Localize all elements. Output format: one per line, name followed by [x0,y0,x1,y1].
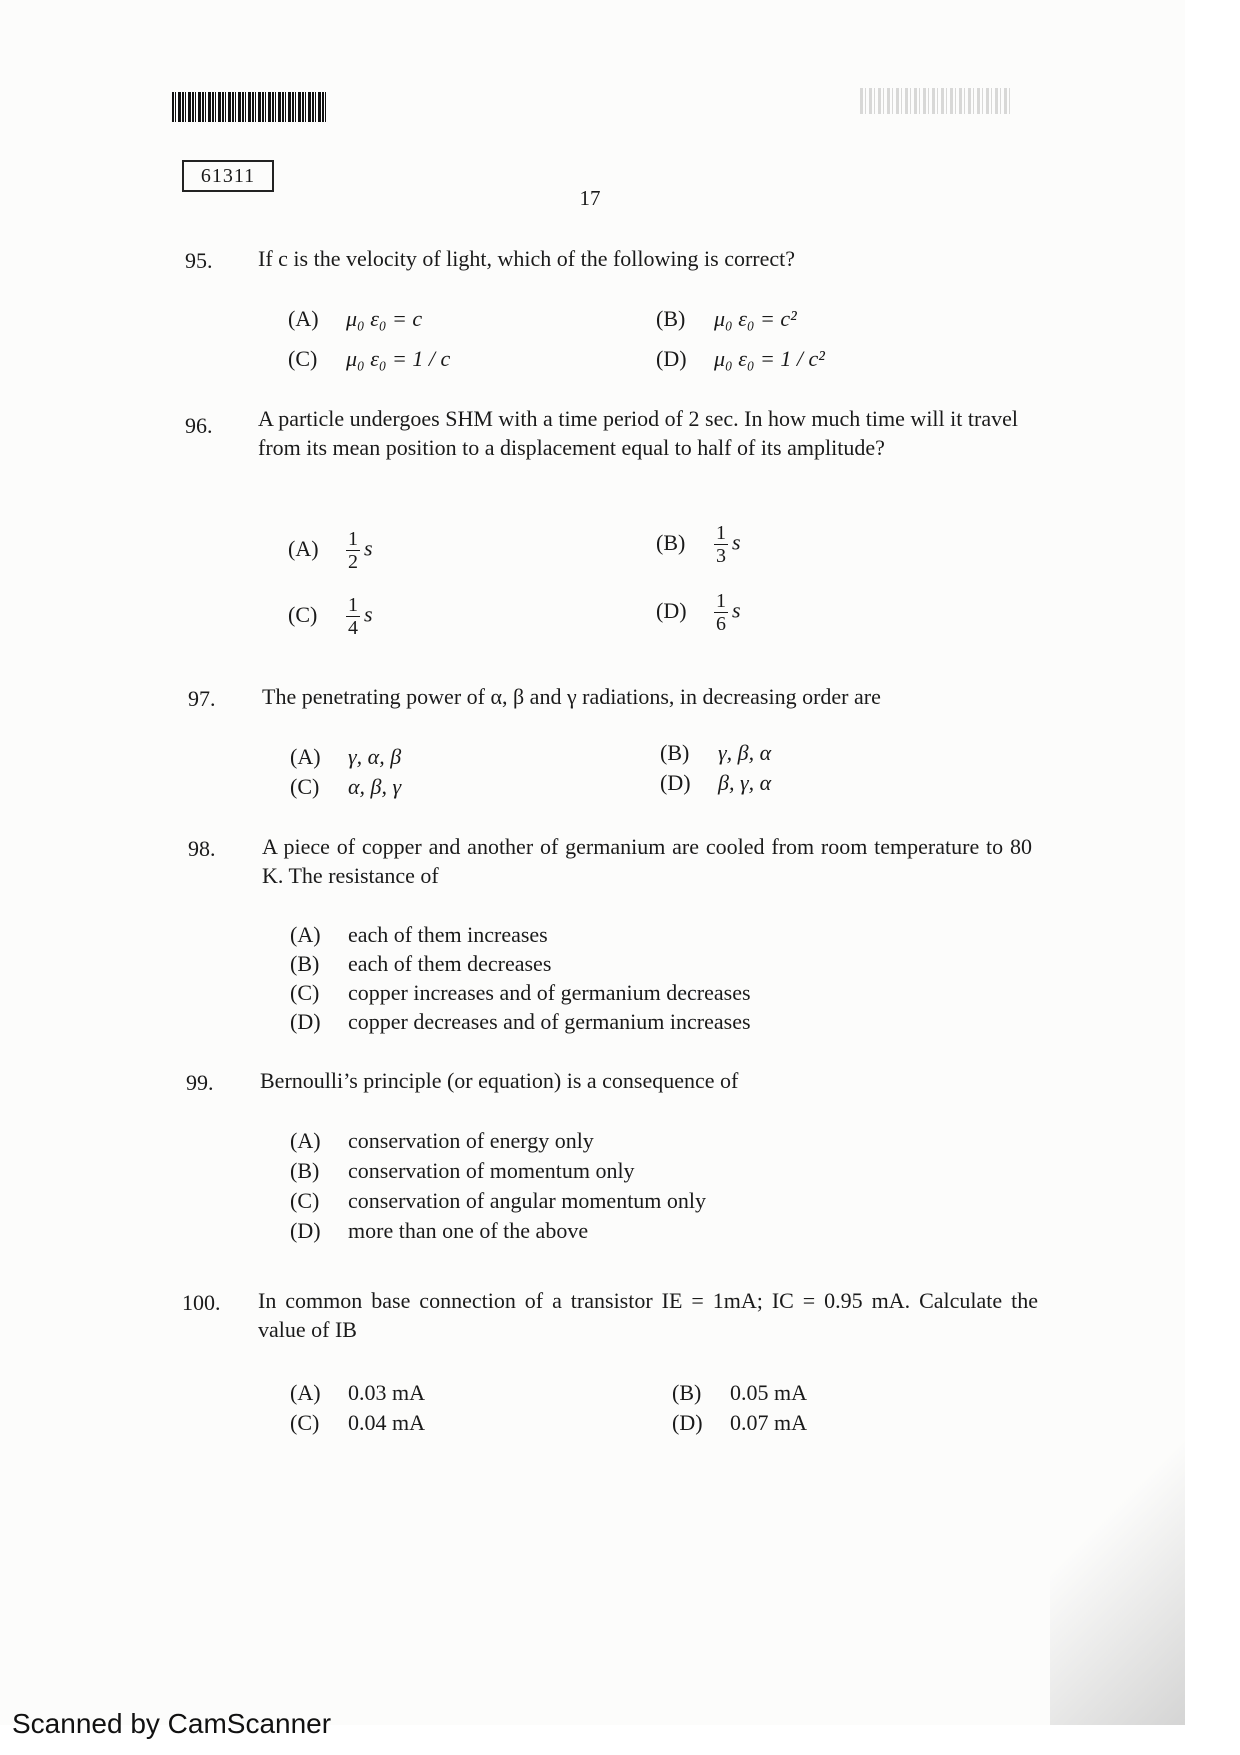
option-label: (D) [656,346,687,371]
option-text: 0.07 mA [730,1410,807,1435]
option-text: μ₀ ε₀ = 1 / c² [714,346,825,371]
option-text: 0.05 mA [730,1380,807,1405]
option-text: α, β, γ [348,774,402,799]
option-text: γ, β, α [718,740,772,765]
option-label: (C) [288,346,318,371]
option [290,1158,635,1184]
faint-barcode-bleed [860,88,1010,114]
option [290,1380,425,1406]
option-label: (A) [290,922,321,947]
option-text: copper increases and of germanium decreases [348,980,751,1005]
question-text: The penetrating power of α, β and γ radiations, in decreasing order are [262,684,881,709]
option [288,528,373,573]
unit: s [364,601,373,627]
option [290,1410,425,1436]
option-label: (D) [290,1009,321,1034]
option-label: (D) [672,1410,703,1435]
option-label: (A) [288,535,319,561]
question-text: In common base connection of a transistor IE = 1mA; IC = 0.95 mA. Calculate the value of IB [258,1288,1038,1342]
option-label: (B) [660,740,690,765]
option [290,1128,594,1154]
question-text: A piece of copper and another of germanium are cooled from room temperature to 80 K. The resistance of [262,834,1032,888]
fraction-denominator: 6 [716,613,726,635]
option-label: (A) [288,306,319,331]
fraction [714,522,728,567]
option-label: (C) [290,774,320,799]
fraction [346,528,360,573]
question-text: If c is the velocity of light, which of the following is correct? [258,246,796,271]
fraction-denominator: 4 [348,617,358,639]
question-number: 100. [182,1290,221,1315]
option [656,590,741,635]
unit: s [732,597,741,623]
fraction-numerator: 1 [716,522,726,544]
question-number: 96. [185,413,213,438]
option-label: (B) [290,951,320,976]
option-text: conservation of angular momentum only [348,1188,707,1213]
option [288,306,422,332]
option-label: (A) [290,1128,321,1153]
option [288,346,450,372]
option [290,1218,588,1244]
question-number: 98. [188,836,216,861]
paper-code-box: 61311 [182,160,274,192]
option-text: μ₀ ε₀ = c [346,306,423,331]
fraction-numerator: 1 [716,590,726,612]
question-number: 99. [186,1070,214,1095]
option-text: μ₀ ε₀ = 1 / c [346,346,451,371]
option [290,1009,751,1035]
option-text: μ₀ ε₀ = c² [714,306,797,331]
option-label: (B) [290,1158,320,1183]
scan-shadow [1050,1380,1185,1725]
option-label: (A) [290,744,321,769]
fraction-denominator: 2 [348,551,358,573]
option-label: (D) [656,597,687,623]
option-label: (D) [290,1218,321,1243]
question-text: Bernoulli’s principle (or equation) is a consequence of [260,1068,739,1093]
fraction-numerator: 1 [348,594,358,616]
option-label: (C) [290,1188,320,1213]
option-label: (D) [660,770,691,795]
option-label: (C) [290,980,320,1005]
option-text: each of them increases [348,922,548,947]
option [672,1380,807,1406]
unit: s [732,529,741,555]
option-label: (B) [656,529,686,555]
option-text: conservation of energy only [348,1128,594,1153]
option [660,770,771,796]
option-text: 0.04 mA [348,1410,425,1435]
option [660,740,771,766]
question-text: A particle undergoes SHM with a time period of 2 sec. In how much time will it travel from its mean position to a displacement equal to half of its amplitude? [258,406,1018,460]
option [290,922,548,948]
option [290,774,401,800]
fraction [714,590,728,635]
option [656,522,741,567]
fraction-denominator: 3 [716,545,726,567]
option-text: more than one of the above [348,1218,589,1243]
fraction-numerator: 1 [348,528,358,550]
option [290,951,551,977]
option [672,1410,807,1436]
option-text: γ, α, β [348,744,402,769]
option [290,1188,706,1214]
barcode [172,92,327,122]
option-text: conservation of momentum only [348,1158,635,1183]
option-text: copper decreases and of germanium increases [348,1009,751,1034]
option [290,744,401,770]
option-text: 0.03 mA [348,1380,425,1405]
scanner-watermark: Scanned by CamScanner [12,1708,332,1739]
option-label: (A) [290,1380,321,1405]
option [656,306,797,332]
option [290,980,751,1006]
option-label: (C) [290,1410,320,1435]
page-number: 17 [579,186,601,210]
option-label: (B) [672,1380,702,1405]
option-text: each of them decreases [348,951,552,976]
question-number: 97. [188,686,216,711]
option-text: β, γ, α [718,770,772,795]
option [656,346,825,372]
option-label: (C) [288,601,318,627]
option [288,594,373,639]
question-number: 95. [185,248,213,273]
fraction [346,594,360,639]
unit: s [364,535,373,561]
option-label: (B) [656,306,686,331]
